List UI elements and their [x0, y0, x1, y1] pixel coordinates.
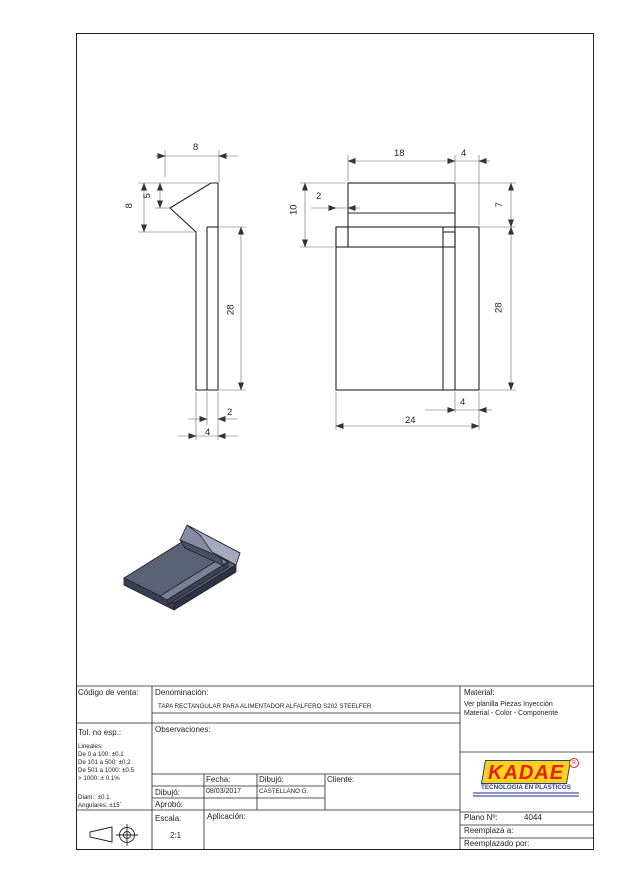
aprobo-label: Aprobó: — [155, 800, 184, 809]
escala-value: 2:1 — [170, 831, 182, 840]
profile-view — [170, 183, 218, 390]
codigo-label: Código de venta: — [78, 688, 139, 697]
dim-18: 18 — [394, 148, 405, 159]
dim-8-side: 8 — [123, 203, 135, 209]
tol-line-4: > 1000: ± 0.1% — [78, 775, 120, 782]
dibujo-row-label: Dibujó: — [155, 788, 180, 797]
dim-24: 24 — [405, 415, 416, 426]
reemplazado-label: Reemplazado por: — [464, 839, 530, 848]
cliente-label: Cliente: — [327, 775, 355, 784]
fecha-value: 08/03/2017 — [206, 788, 242, 795]
dibujo-col-label: Dibujó: — [259, 775, 284, 784]
dim-28-right: 28 — [493, 302, 505, 314]
dim-4-bottom: 4 — [460, 397, 466, 408]
dim-8-top: 8 — [193, 142, 199, 153]
profile-view-dims — [138, 150, 246, 440]
fecha-label: Fecha: — [206, 775, 231, 784]
dim-28-left: 28 — [225, 304, 237, 316]
plano-label: Plano Nº: — [464, 813, 498, 822]
tol-label: Tol. no esp.: — [78, 728, 122, 737]
escala-label: Escala: — [155, 814, 182, 823]
reemplaza-label: Reemplaza a: — [464, 826, 514, 835]
observaciones-label: Observaciones: — [155, 725, 211, 734]
tol-diam: Diam.: ±0.1 — [78, 794, 110, 801]
aplicacion-label: Aplicación: — [207, 812, 246, 821]
tol-ang: Angulares: ±15´ — [78, 802, 122, 809]
dim-2-left: 2 — [227, 407, 233, 418]
logo-tagline: TECNOLOGIA EN PLASTICOS — [480, 784, 572, 791]
tol-line-2: De 101 a 500: ±0.2 — [78, 759, 131, 766]
denominacion-label: Denominación: — [155, 688, 209, 697]
material-value-2: Material - Color - Componente — [464, 710, 559, 717]
dim-4-left: 4 — [205, 427, 211, 438]
kadae-logo — [467, 760, 585, 796]
logo-name: KADAE — [487, 762, 565, 784]
dim-5-side: 5 — [141, 193, 153, 199]
logo-registered-mark: R — [569, 758, 579, 768]
front-view — [336, 183, 479, 390]
dim-7: 7 — [493, 202, 505, 208]
dibujo-value: CASTELLANO G. — [259, 788, 309, 795]
material-label: Material: — [464, 688, 495, 697]
material-value-1: Ver planilla Piezas Inyección — [464, 701, 553, 708]
isometric-view — [124, 525, 240, 610]
dim-4-top: 4 — [461, 148, 467, 159]
first-angle-projection-icon — [90, 824, 138, 846]
dim-10: 10 — [288, 204, 300, 216]
tol-line-3: De 501 a 1000: ±0.5 — [78, 767, 135, 774]
front-view-dims — [300, 155, 516, 430]
dim-2-right: 2 — [316, 191, 322, 202]
denominacion-value: TAPA RECTANGULAR PARA ALIMENTADOR ALFALFERO S202 STEELFER — [158, 703, 372, 710]
tol-line-0: Lineales: — [78, 743, 103, 750]
plano-value: 4044 — [524, 813, 542, 822]
tol-line-1: De 0 a 100: ±0.1 — [78, 751, 124, 758]
